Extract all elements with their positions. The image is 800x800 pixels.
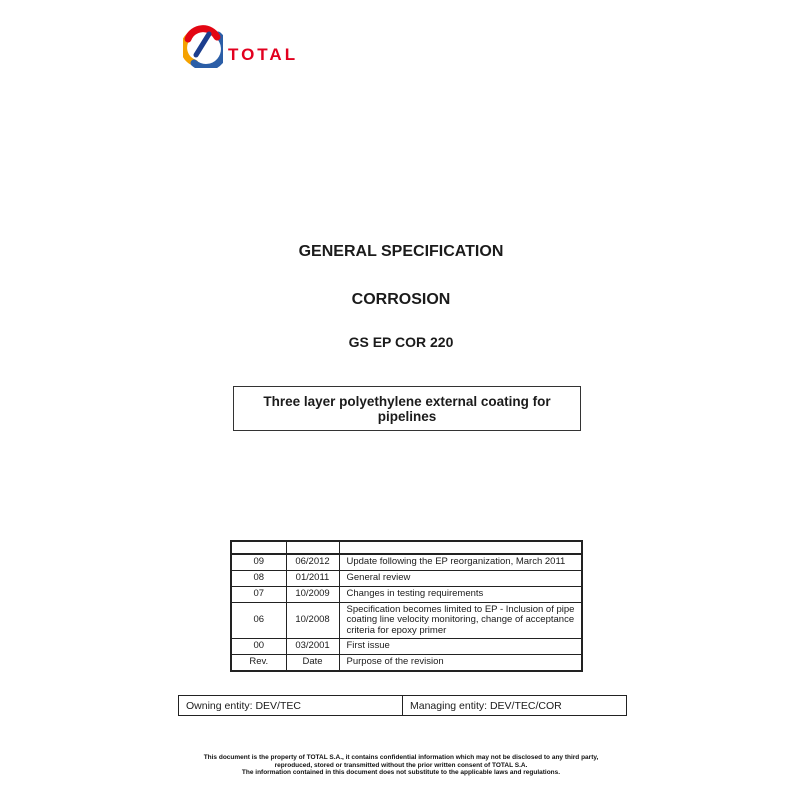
rev-cell: 09 [231,554,286,570]
table-row [231,602,582,639]
purpose-cell: Specification becomes limited to EP - Inclusion of pipe coating line velocity monitoring, change of acceptance criteria for epoxy primer [339,602,582,639]
date-cell: 01/2011 [286,570,339,586]
date-cell: 10/2009 [286,586,339,602]
date-cell: 10/2008 [286,602,339,639]
page-title: GENERAL SPECIFICATION [298,243,504,260]
purpose-cell: General review [339,570,582,586]
table-row [231,570,582,586]
table-header-row [231,655,582,671]
table-row [231,554,582,570]
total-logo [183,20,313,70]
date-header-cell: Date [286,655,339,671]
discipline-title: CORROSION [351,291,451,308]
legal-footer-line: The information contained in this document does not substitute to the applicable laws and regulations. [241,769,561,777]
subject-title: Three layer polyethylene external coating for pipelines [263,393,551,424]
legal-footer [6,754,796,777]
rev-cell: 00 [231,639,286,655]
rev-cell: 07 [231,586,286,602]
entity-bar [178,695,627,716]
purpose-cell: Changes in testing requirements [339,586,582,602]
date-cell: 06/2012 [286,554,339,570]
purpose-header-cell: Purpose of the revision [339,655,582,671]
purpose-cell: First issue [339,639,582,655]
subject-box [233,386,581,431]
revision-table [230,540,583,672]
rev-cell: 08 [231,570,286,586]
table-row [231,639,582,655]
purpose-cell: Update following the EP reorganization, March 2011 [339,554,582,570]
legal-footer-line: This document is the property of TOTAL S.A., it contains confidential information which may not be disclosed to any third party, [203,754,599,761]
table-row-blank [231,541,582,554]
rev-cell: 06 [231,602,286,639]
rev-header-cell: Rev. [231,655,286,671]
legal-footer-line: reproduced, stored or transmitted without the prior written consent of TOTAL S.A. [274,761,528,769]
owning-entity: Owning entity: DEV/TEC [186,699,301,712]
managing-entity: Managing entity: DEV/TEC/COR [402,696,626,715]
table-row [231,586,582,602]
document-number: GS EP COR 220 [348,334,454,350]
date-cell [286,541,339,554]
total-wordmark: TOTAL [228,45,299,64]
rev-cell [231,541,286,554]
date-cell: 03/2001 [286,639,339,655]
purpose-cell [339,541,582,554]
